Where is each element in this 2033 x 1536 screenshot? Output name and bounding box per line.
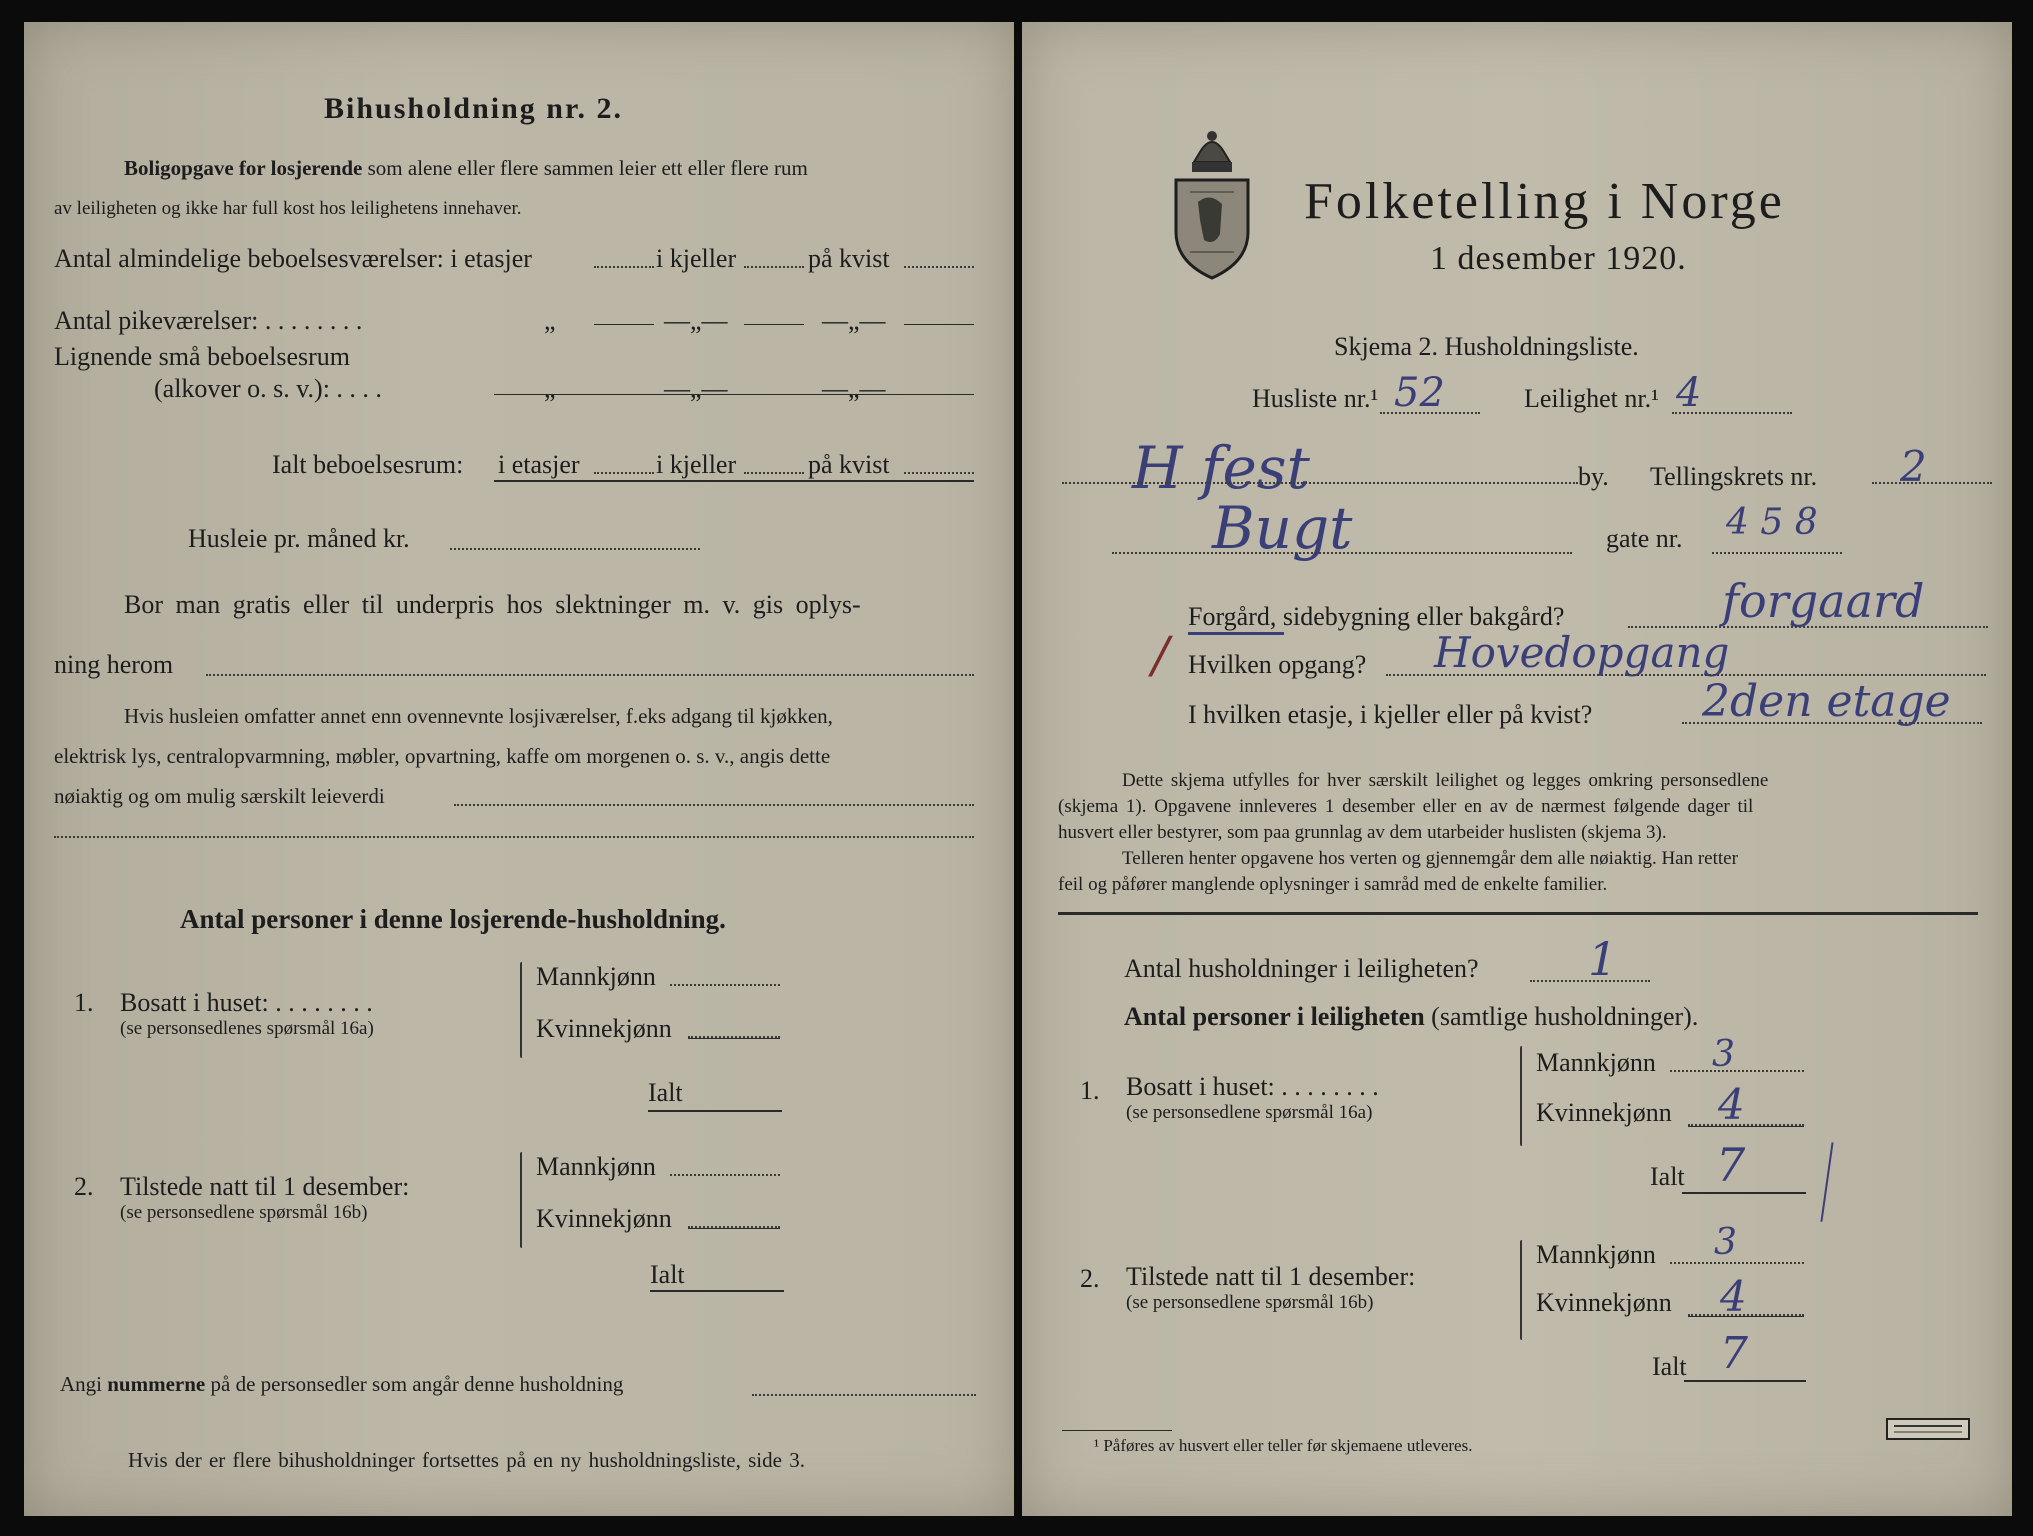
lign-ditto-2: —„— [664,374,728,403]
r-q2-mann-label: Mannkjønn [1536,1240,1656,1269]
forgard-value: forgaard [1722,574,1925,628]
gate-nr-value: 4 5 8 [1726,502,1818,543]
q1-ialt-label: Ialt [648,1078,683,1107]
q2-ialt-label: Ialt [650,1260,685,1289]
lign-ditto: „ [544,374,556,403]
right-title: Folketelling i Norge [1304,173,1785,230]
gate-label: gate nr. [1606,524,1683,553]
rooms-kvist: på kvist [808,244,890,273]
ialt-kjeller: i kjeller [656,450,737,479]
hvis-line1: Hvis husleien omfatter annet enn ovennevnte losjiværelser, f.eks adgang til kjøkken, [124,704,833,728]
by-value: H fest [1132,434,1310,502]
r-q2-ialt-label: Ialt [1652,1352,1687,1381]
q1-label: Bosatt i huset: . . . . . . . . [120,988,373,1017]
r-q2-kvinne-label: Kvinnekjønn [1536,1288,1672,1317]
left-title: Bihusholdning nr. 2. [324,92,624,125]
r-q2-label: Tilstede natt til 1 desember: [1126,1262,1416,1291]
q2-label: Tilstede natt til 1 desember: [120,1172,410,1201]
info-line4: Telleren henter opgavene hos verten og gjennemgår dem alle nøiaktig. Han retter [1122,848,1738,869]
r-q2-mann-value: 3 [1714,1222,1737,1263]
q1-mann-label: Mannkjønn [536,962,656,991]
r-q1-mann-label: Mannkjønn [1536,1048,1656,1077]
ialt-label: Ialt beboelsesrum: [272,450,464,479]
lign-label2: (alkover o. s. v.): . . . . [154,374,382,403]
ialt-kvist: på kvist [808,450,890,479]
pike-ditto-3: —„— [822,306,886,335]
r-q2-kvinne-value: 4 [1720,1272,1747,1321]
hvis-line2: elektrisk lys, centralopvarmning, møbler, opvartning, kaffe om morgenen o. s. v., angis dette [54,744,831,768]
q2-mann-label: Mannkjønn [536,1152,656,1181]
info-line1: Dette skjema utfylles for hver særskilt leilighet og legges omkring personsedlene [1122,770,1769,791]
r-q1-label: Bosatt i huset: . . . . . . . . [1126,1072,1379,1101]
q2-kvinne-label: Kvinnekjønn [536,1204,672,1233]
r-q1-kvinne-label: Kvinnekjønn [1536,1098,1672,1127]
etasje-label: I hvilken etasje, i kjeller eller på kvist? [1188,700,1593,729]
r-q1-num: 1. [1080,1076,1100,1105]
husholdninger-value: 1 [1588,932,1618,986]
persons-heading: Antal personer i denne losjerende-husholdning. [180,904,726,934]
etasje-value: 2den etage [1702,676,1951,727]
opgang-value: Hovedopgang [1434,628,1730,677]
info-line3: husvert eller bestyrer, som paa grunnlag av dem utarbeider huslisten (skjema 3). [1058,822,1667,843]
r-q2-ialt-value: 7 [1720,1328,1748,1379]
r-q1-ialt-label: Ialt [1650,1162,1685,1191]
gratis-line1: Bor man gratis eller til underpris hos slektninger m. v. gis oplys- [124,590,861,619]
right-page [1022,22,2012,1516]
info-line2: (skjema 1). Opgavene innleveres 1 desember eller en av de nærmest følgende dager til [1058,796,1754,817]
angi-line: Angi nummerne på de personsedler som angår denne husholdning [60,1372,624,1396]
pike-label: Antal pikeværelser: . . . . . . . . [54,306,363,335]
schema-label: Skjema 2. Husholdningsliste. [1334,332,1639,361]
husliste-label: Husliste nr.¹ [1252,384,1379,413]
gratis-line2: ning herom [54,650,174,679]
intro-line2: av leiligheten og ikke har full kost hos leilighetens innehaver. [54,198,522,219]
pike-ditto: „ [544,306,556,335]
census-date: 1 desember 1920. [1430,240,1687,277]
printer-stamp-icon [1886,1418,1970,1440]
r-q1-sub: (se personsedlene spørsmål 16a) [1126,1102,1373,1123]
leilighet-label: Leilighet nr.¹ [1524,384,1659,413]
left-footer: Hvis der er flere bihusholdninger fortsettes på en ny husholdningsliste, side 3. [128,1448,805,1472]
q1-kvinne-label: Kvinnekjønn [536,1014,672,1043]
coat-of-arms-icon [1170,122,1254,282]
check-mark: / [1152,626,1169,684]
left-page [24,22,1014,1516]
q2-num: 2. [74,1172,94,1201]
by-label: by. [1578,462,1609,491]
lign-ditto-3: —„— [822,374,886,403]
footnote: ¹ Påføres av husvert eller teller før skjemaene utleveres. [1094,1436,1473,1455]
persons-line: Antal personer i leiligheten (samtlige husholdninger). [1124,1002,1699,1031]
gate-value: Bugt [1212,494,1353,562]
intro-line1: Boligopgave for losjerende som alene eller flere sammen leier ett eller flere rum [124,156,808,180]
leilighet-value: 4 [1676,370,1702,416]
krets-label: Tellingskrets nr. [1650,462,1818,491]
q1-num: 1. [74,988,94,1017]
husleie-label: Husleie pr. måned kr. [188,524,410,553]
ialt-etasjer: i etasjer [498,450,580,479]
info-line5: feil og påfører manglende oplysninger i samråd med de enkelte familier. [1058,874,1608,895]
lign-label1: Lignende små beboelsesrum [54,342,351,371]
r-q1-ialt-value: 7 [1716,1138,1746,1192]
r-q2-num: 2. [1080,1264,1100,1293]
r-q1-kvinne-value: 4 [1718,1080,1745,1129]
q1-sub: (se personsedlenes spørsmål 16a) [120,1018,374,1039]
opgang-label: Hvilken opgang? [1188,650,1367,679]
forgard-label: Forgård, sidebygning eller bakgård? [1188,602,1565,631]
krets-value: 2 [1900,442,1927,491]
rooms-label: Antal almindelige beboelsesværelser: i etasjer [54,244,532,273]
r-q2-sub: (se personsedlene spørsmål 16b) [1126,1292,1374,1313]
pike-ditto-2: —„— [664,306,728,335]
r-q1-mann-value: 3 [1712,1034,1735,1075]
rooms-kjeller: i kjeller [656,244,737,273]
husliste-value: 52 [1394,370,1445,416]
q2-sub: (se personsedlene spørsmål 16b) [120,1202,368,1223]
hvis-line3: nøiaktig og om mulig særskilt leieverdi [54,784,385,808]
husholdninger-label: Antal husholdninger i leiligheten? [1124,954,1479,983]
